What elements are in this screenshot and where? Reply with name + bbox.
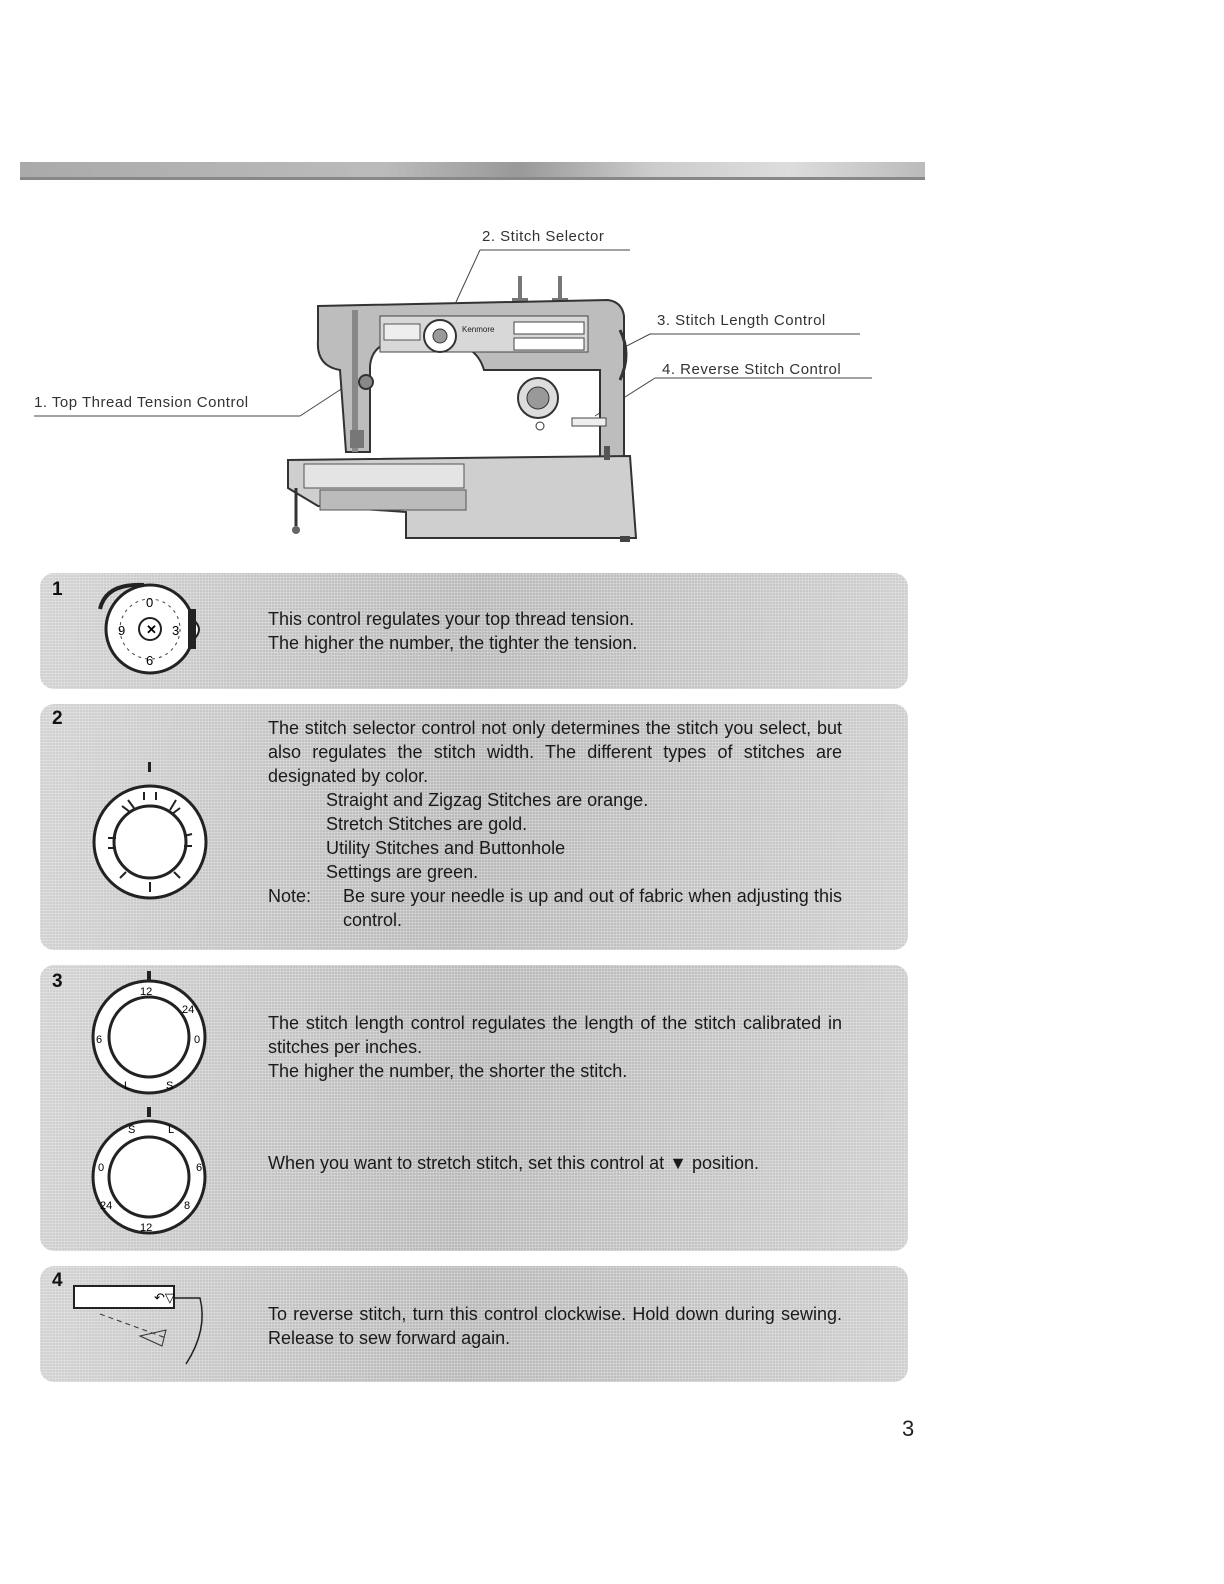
panel-text <box>268 1302 842 1350</box>
panel-number: 4 <box>52 1270 63 1291</box>
panel-line: The stitch length control regulates the length of the stitch calibrated in stitches per inches. <box>268 1013 842 1057</box>
callout-stitch-length-control: 3. Stitch Length Control <box>657 312 826 329</box>
panel-number: 3 <box>52 971 63 992</box>
sewing-machine-illustration <box>0 220 900 550</box>
tension-dial-icon <box>80 579 220 679</box>
brand-label: Kenmore <box>462 325 495 334</box>
panel-intro: The stitch selector control not only determines the stitch you select, but also regulates the stitch width. The different types of stitches are designated by color. <box>268 718 842 786</box>
note <box>268 884 842 932</box>
panel-text <box>268 1011 842 1083</box>
panel-text-stretch <box>268 1151 842 1175</box>
svg-text:↶▽: ↶▽ <box>154 1291 175 1306</box>
panel-number: 1 <box>52 579 63 600</box>
panel-line: The higher the number, the shorter the stitch. <box>268 1061 628 1081</box>
dial-label-6: 6 <box>146 653 154 668</box>
note-text: Be sure your needle is up and out of fabric when adjusting this control. <box>343 886 842 930</box>
panel-reverse-stitch <box>40 1266 908 1382</box>
dial-label: 24 <box>182 1004 195 1016</box>
dial-label: 6 <box>196 1162 203 1174</box>
callout-top-thread-tension-control: 1. Top Thread Tension Control <box>34 394 249 411</box>
stitch-length-dial-icon <box>74 969 224 1099</box>
panel-number: 2 <box>52 708 63 729</box>
dial-label: 0 <box>98 1162 105 1174</box>
panel-top-thread-tension <box>40 573 908 689</box>
page-number: 3 <box>902 1416 915 1441</box>
color-line: Settings are green. <box>326 862 479 882</box>
panel-line: When you want to stretch stitch, set this control at ▼ position. <box>268 1153 760 1173</box>
dial-label: 12 <box>140 986 153 998</box>
dial-label: S <box>166 1080 174 1092</box>
dial-label: 12 <box>140 1222 153 1234</box>
panel-stitch-length <box>40 965 908 1251</box>
dial-label-0: 0 <box>146 595 154 610</box>
dial-label: S <box>128 1124 136 1136</box>
dial-label: L <box>168 1124 175 1136</box>
color-line: Utility Stitches and Buttonhole <box>326 838 566 858</box>
callout-stitch-selector: 2. Stitch Selector <box>482 228 605 245</box>
panel-line: This control regulates your top thread tension. <box>268 609 635 629</box>
dial-label: 6 <box>96 1034 103 1046</box>
callout-reverse-stitch-control: 4. Reverse Stitch Control <box>662 361 842 378</box>
machine-diagram <box>0 220 900 550</box>
note-label: Note: <box>268 886 312 906</box>
dial-label: 24 <box>100 1200 113 1212</box>
color-line: Straight and Zigzag Stitches are orange. <box>326 790 649 810</box>
dial-label-3: 3 <box>172 623 180 638</box>
svg-text:✕: ✕ <box>146 622 157 637</box>
stitch-selector-dial-icon <box>80 762 220 912</box>
dial-label: L <box>124 1080 131 1092</box>
panel-text <box>268 716 842 932</box>
panel-line: The higher the number, the tighter the tension. <box>268 633 638 653</box>
stretch-stitch-dial-icon <box>74 1105 224 1245</box>
panel-line: To reverse stitch, turn this control clockwise. Hold down during sewing. Release to sew forward again. <box>268 1304 842 1348</box>
header-rule <box>20 162 925 180</box>
color-line: Stretch Stitches are gold. <box>326 814 528 834</box>
dial-label: 8 <box>184 1200 191 1212</box>
reverse-lever-icon <box>70 1280 230 1370</box>
panel-text <box>268 607 842 655</box>
dial-label: 0 <box>194 1034 201 1046</box>
panel-stitch-selector <box>40 704 908 950</box>
dial-label-9: 9 <box>118 623 126 638</box>
